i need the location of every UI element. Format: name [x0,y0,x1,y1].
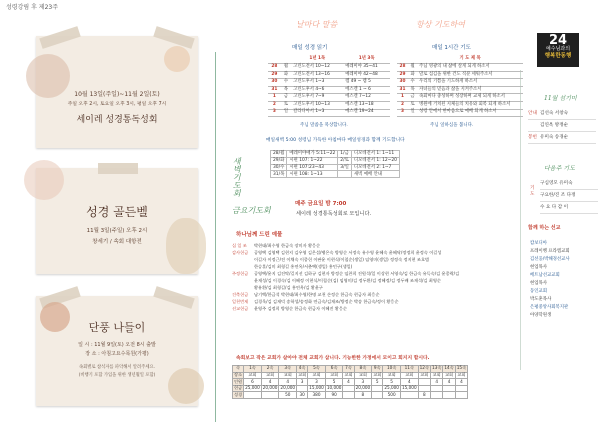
serve-key: 감사헌금 [232,250,249,255]
prayer-row [397,109,523,117]
row-date: 28 [268,64,281,72]
dawn-cell: 1/금 [338,151,352,158]
dawn-cell: 디모데전서 1: 1~11 [351,151,399,158]
right-serve-value: 유미숙 송경순 [540,135,569,140]
row-reading-1: 고린도전서 10~12 [291,64,343,72]
att-cell: 380 [308,392,326,399]
att-cell [455,385,467,392]
card-time: 주일 오후 2시, 토요일 오후 3시, 평일 오후 7시 [67,102,167,107]
row-topic: 주님 영광의 내 삶에 살게 되게 하소서 [417,64,523,72]
row-reading-1: 고린도후서 4~6 [291,86,343,94]
att-cell: 4 [455,379,467,386]
att-cell: 교회 [383,372,401,379]
att-col: 15속 [456,365,467,371]
att-cell: 교회 [443,372,455,379]
att-cell: 4 [279,379,297,386]
att-cell [343,385,354,392]
right-serve-row [528,108,596,120]
attendance-table [232,365,468,399]
together-item: 동인교회 [530,289,547,294]
att-cell [244,392,262,399]
row-weekday: 금 [281,94,291,102]
card-golden-bell [36,168,198,274]
card-time: 11월 3일(주일) 오후 2시 [86,228,148,234]
row-date: 2 [268,102,281,110]
together-item: 베트남선교교회 [530,273,560,278]
att-cell: 20,000 [280,385,296,391]
dawn-cell: 디모데전서 1: 12~20 [351,157,399,164]
row-reading-1: 고린도후서 1~3 [291,79,343,87]
bible-table [268,56,390,117]
bible-script-title: 날마다 말씀 [296,20,338,29]
att-cell: 3 [308,379,326,386]
bible-row [268,109,390,117]
serve-list [232,242,522,312]
att-cell: 교회 [279,372,297,379]
att-row [233,392,468,399]
together-item: 캄보디아 [530,241,547,246]
serve-line [232,242,522,249]
att-cell: 30 [297,392,308,399]
att-cell: 3 [354,379,372,386]
dawn-cell: 3/일 [338,164,352,171]
att-cell: 교회 [298,371,307,377]
right-script-1: 11월 섬기미 [544,95,577,102]
att-col: 1속 [244,366,262,373]
dawn-cell: 29/화 [271,157,287,164]
row-weekday: 토 [281,102,291,110]
prayer-row [397,86,523,94]
att-cell: 교회 [418,372,430,379]
dawn-table [270,150,400,178]
page-header: 성령강림 후 제23주 [6,4,59,11]
row-weekday: 금 [408,94,417,102]
dawn-cell: 시편 108: 1~13 [287,171,338,178]
row-weekday: 월 [408,64,417,72]
row-reading-1: 고린도후서 7~9 [291,94,343,102]
right-script-2: 다음주 기도 [544,165,575,172]
card-maple-outing [36,296,198,406]
att-cell: 90 [325,392,343,399]
att-col: 13속 [432,365,442,371]
row-weekday: 목 [281,86,291,94]
att-col: 5속 [308,366,326,373]
att-cell: 15,000 [401,385,417,391]
attendance-head: 속회보고 작은 교회가 살아야 전체 교회가 삽니다. 기능한한 가정에서 모이고 회지지 합시다. [236,356,430,361]
dawn-cell: 시편 107:23~43 [287,164,338,171]
serve-key: 일천번제 [232,299,249,304]
att-cell: 8 [354,392,372,399]
friday-body: 세이레 성경통독성회로 모입니다. [296,211,372,217]
card-title: 단풍 나들이 [88,321,146,334]
att-row [233,372,468,379]
dawn-cell: 30/수 [271,164,287,171]
row-topic: 우리의 기쁨을 기도하게 하소서 [417,79,523,87]
bible-row [268,64,390,72]
bible-row [268,79,390,87]
dawn-cell [338,171,352,178]
serve-value: 한승훈/김미 최형길 홍연옥/서춘택(생일) 홍민구(생일) [254,264,353,269]
row-date: 2 [397,102,408,110]
dawn-cell: 28/월 [271,151,287,158]
dawn-cell: 디모데전서 2: 1~7 [351,164,399,171]
dawn-script-title: 새벽기도회 [232,157,242,197]
att-cell: 4 [343,379,354,386]
row-reading-2: 에스겔 13~18 [343,102,390,110]
row-date: 30 [268,79,281,87]
bible-col2: 1년 3독 [343,56,390,64]
bible-row [268,71,390,79]
att-cell: 5 [383,379,401,386]
serve-value: 박현태/최수영 한금숙 장미자 황응순 [254,243,321,248]
att-key: 성경 [234,391,243,397]
row-weekday: 수 [281,79,291,87]
serve-value: 이길자 이정근/전 이채숙 이종헌 이판윤 이현식/이철순(생일) 임영미(생일) 정정숙 정지현 조호범 [254,257,430,262]
card-dates: 10월 13일(주일)~11월 2일(토) [74,91,160,98]
att-cell [372,392,383,399]
row-reading-2: 에스겔 1 ~ 6 [343,86,390,94]
row-reading-2: 에스겔 19~24 [343,109,390,117]
dawn-cell: 새벽 예배 안내 [351,171,399,178]
dawn-row [271,157,400,164]
right-serve-value: 김연옥 방정순 [540,123,569,128]
dawn-head: 매일새벽 5:00 성령님 가득한 아침마다 매일성경과 함께 기도합니다 [266,138,405,143]
att-cell [418,385,430,392]
row-weekday: 토 [408,102,417,110]
row-date: 29 [397,71,408,79]
friday-script-title: 금요기도회 [232,206,271,215]
att-key: 헌금 [234,385,243,391]
row-reading-1: 고린도후서 10~13 [291,102,343,110]
dawn-cell: 시편 107: 1~22 [287,157,338,164]
serve-line [232,298,522,305]
bible-subtitle: 매일 성경 읽기 [292,45,328,51]
card-place: 창세기 / 속회 대항전 [92,239,142,245]
right-serve-row [528,120,596,132]
prayer-script-title: 항상 기도하여 [416,20,465,29]
serve-line [232,277,522,284]
att-cell: 20,000 [355,385,371,391]
serve-line [232,270,522,277]
att-cell [372,385,383,392]
serve-line [232,256,522,263]
serve-value: 윤재성/김 이경숙/김 이혜정 이현식/이철순(김) 임영미/김 정두환/김 정혜정/김 정두배 조재석/김 최영순 [254,278,441,283]
motto-badge [537,33,579,67]
att-cell: 교회 [400,372,418,379]
att-cell: 6 [244,379,262,386]
row-topic: 병원에 거치된 지체들의 치유와 회복 되게 하소서 [417,102,523,110]
att-col: 4속 [297,366,308,373]
card-title: 성경 골든벨 [86,205,148,219]
row-reading-2: 렘 49 ~ 렘 5 [343,79,390,87]
serve-value: 김경욱/김 김재덕 송학성/송정화 연금숙/김재조/방정순 박송 한금숙/정이 황응순 [254,299,399,304]
row-weekday: 화 [408,71,417,79]
serve-value: 남기백/한금석 박현태/최수영/한명 교천 손정순 한금숙 현금자 최응순 [254,292,380,297]
prayer-row [397,79,523,87]
att-cell: 5 [372,379,383,386]
badge-line1: 예수님과의 [545,46,571,52]
right-serve-key: 안내 [528,111,537,116]
att-cell: 교회 [455,372,467,379]
right-serve-list [528,108,596,144]
right-serve-value: 김선숙 서창숙 [540,111,569,116]
row-date: 28 [397,64,408,72]
serve-value: 윤영주 김정희 방영순 한금숙 현금자 이혜진 황응순 [254,306,347,311]
prayer-footer: 주님 일하심을 봅니다. [430,123,474,128]
row-date: 29 [268,71,281,79]
row-date: 31 [268,86,281,94]
att-cell: 교회 [325,372,343,379]
att-cell: 4 [431,379,443,386]
row-weekday: 화 [281,71,291,79]
att-cell: 8 [418,392,430,399]
row-reading-2: 에스겔 7~12 [343,94,390,102]
dawn-row [271,171,400,178]
att-cell: 3 [297,379,308,386]
att-col: 속 [233,366,244,373]
att-cell [443,392,455,399]
serve-line [232,249,522,256]
right-pray-row: 수 요 다 감 이 [540,202,598,214]
att-cell: 10,000 [326,385,342,391]
att-cell [455,392,467,399]
card-note: (비행기 포함 가입을 위한 생년월일 포함) [78,373,156,378]
att-cell: 교회 [344,371,353,377]
right-serve-key [528,120,540,131]
serve-line [232,305,522,312]
att-cell: 교회 [373,371,382,377]
att-col: 2속 [261,366,279,373]
prayer-subtitle: 매일 1시간 기도 [432,45,471,51]
right-serve-row [528,132,596,144]
row-weekday: 목 [408,86,417,94]
serve-key: 십 일 조 [232,243,247,248]
att-cell [297,385,308,392]
badge-number: 24 [548,33,568,48]
att-col: 12속 [419,365,429,371]
row-topic: 속회마다 충성하며 성장하며 교제 되게 하소서 [417,94,523,102]
row-date: 3 [268,109,281,117]
row-date: 3 [397,109,408,117]
att-cell: 교회 [244,372,262,379]
row-reading-2: 예레미야 42~48 [343,71,390,79]
serve-value: 공영택 김영택 김현지 김우영 김은섭/팽은숙 방영순 서정숙 유수영 윤혜숙 윤혜닥/정정희 윤정숙 이길성 [254,250,442,255]
att-col: 11속 [400,366,418,373]
att-key: 장소 [234,371,243,377]
right-pray-list [540,178,598,214]
bible-row [268,86,390,94]
row-reading-1: 고린도전서 13~16 [291,71,343,79]
serve-line [232,263,522,270]
att-col: 7속 [343,366,354,373]
serve-value: 황유환/김 최형길/김 홍연옥/김 황윤구 [254,285,323,290]
right-pray-row: 구요한/진 조 다정 [540,190,598,202]
dawn-row [271,164,400,171]
row-date: 31 [397,86,408,94]
together-item: 은평중앙사회복지관 [530,305,569,310]
together-item: 프레이벵 프라엠교회 [530,249,570,254]
row-weekday: 수 [408,79,417,87]
serve-key: 선교헌금 [232,306,249,311]
att-cell [261,392,279,399]
att-cell [400,392,418,399]
friday-head: 매주 금요일 밤 7:00 [295,201,347,207]
att-cell: 4 [400,379,418,386]
serve-key [232,256,254,263]
att-col: 3속 [279,366,297,373]
att-key: 인원 [234,378,243,384]
row-topic: 말로 섬김을 위한 건도 직분 세워주소서 [417,71,523,79]
att-cell [431,392,443,399]
card-title: 세이레 성경통독성회 [76,115,158,125]
together-item: 현업목사 [530,281,547,286]
together-title: 함께 하는 선교 [528,225,561,231]
att-col: 9속 [372,366,383,373]
serve-key: 건축헌금 [232,292,249,297]
row-date: 1 [397,94,408,102]
att-cell: 15,000 [309,385,324,391]
att-cell: 4 [443,379,455,386]
att-col: 10속 [383,366,401,373]
att-col: 6속 [325,366,343,373]
att-cell: 25,000 [245,385,260,391]
att-row [233,385,468,392]
serve-line [232,291,522,298]
row-reading-2: 예레미야 35~41 [343,64,390,72]
att-cell: 교회 [354,372,372,379]
together-list [530,240,598,320]
dawn-cell: 2/토 [338,157,352,164]
att-cell: 500 [383,392,401,399]
card-time: 일 시 : 11월 9일(토) 오전 8시 출발 [78,342,156,348]
card-place: 장 소 : 아침고요수목원(가평) [85,351,149,357]
serve-line [232,284,522,291]
card-seire [36,36,198,148]
att-cell [443,385,455,392]
prayer-colhead: 기 도 제 목 [417,56,523,64]
row-weekday: 일 [281,109,291,117]
dawn-cell: 예레미야애가 5:11~22 [287,151,338,158]
row-topic: 성령 안에서 한마음으로 예배 되게 하소서 [417,109,523,117]
dawn-cell: 31/목 [271,171,287,178]
serve-key [232,277,254,284]
bible-col1: 1년 1독 [291,56,343,64]
att-col: 8속 [354,366,372,373]
row-reading-1: 갈라디아서 1~3 [291,109,343,117]
row-date: 30 [397,79,408,87]
att-cell: 교회 [261,372,279,379]
att-cell: 50 [279,392,297,399]
bible-footer: 주님 말씀을 묵상합니다. [300,123,348,128]
att-cell: 5 [325,379,343,386]
right-serve-key: 봉헌 [528,135,537,140]
serve-key [232,263,254,270]
att-cell [343,392,354,399]
att-cell: 4 [261,379,279,386]
serve-key [232,284,254,291]
serve-key: 주정헌금 [232,271,249,276]
prayer-row [397,94,523,102]
serve-title: 하나님께 드린 예물 [236,232,283,238]
together-item: 현업목사 [530,265,547,270]
prayer-table [397,56,523,117]
card-note: 속회별로 참석자를 파악해서 알려주세요. [78,365,156,370]
bible-row [268,94,390,102]
right-pray-row: 구심영모 유미숙 [540,178,598,190]
row-weekday: 월 [281,64,291,72]
att-cell: 20,000 [262,385,278,391]
att-cell [418,379,430,386]
prayer-row [397,64,523,72]
att-cell: 교회 [431,372,443,379]
prayer-row [397,71,523,79]
serve-value: 공영택/윤지 김진탁/길지선 김하규 김현자 방정순 임찬희 진원석/일 이상현 서영숙/김 한금숙 유득숙/김 윤종락/김 [254,271,460,276]
row-date: 1 [268,94,281,102]
together-item: 아양학원생 [530,313,552,318]
att-col: 14속 [444,365,454,371]
together-item: 김선웅/박해경선교사 [530,257,570,262]
att-cell: 25,000 [384,385,399,391]
att-cell: 교회 [308,372,326,379]
together-item: 박도훈목사 [530,297,552,302]
dawn-row [271,151,400,158]
att-cell [431,385,443,392]
pray-label: 기 도 [529,185,535,196]
badge-line2: 행복한동행 [544,52,572,59]
row-weekday: 일 [408,109,417,117]
row-topic: 자녀들의 믿음과 삶을 지켜주소서 [417,86,523,94]
